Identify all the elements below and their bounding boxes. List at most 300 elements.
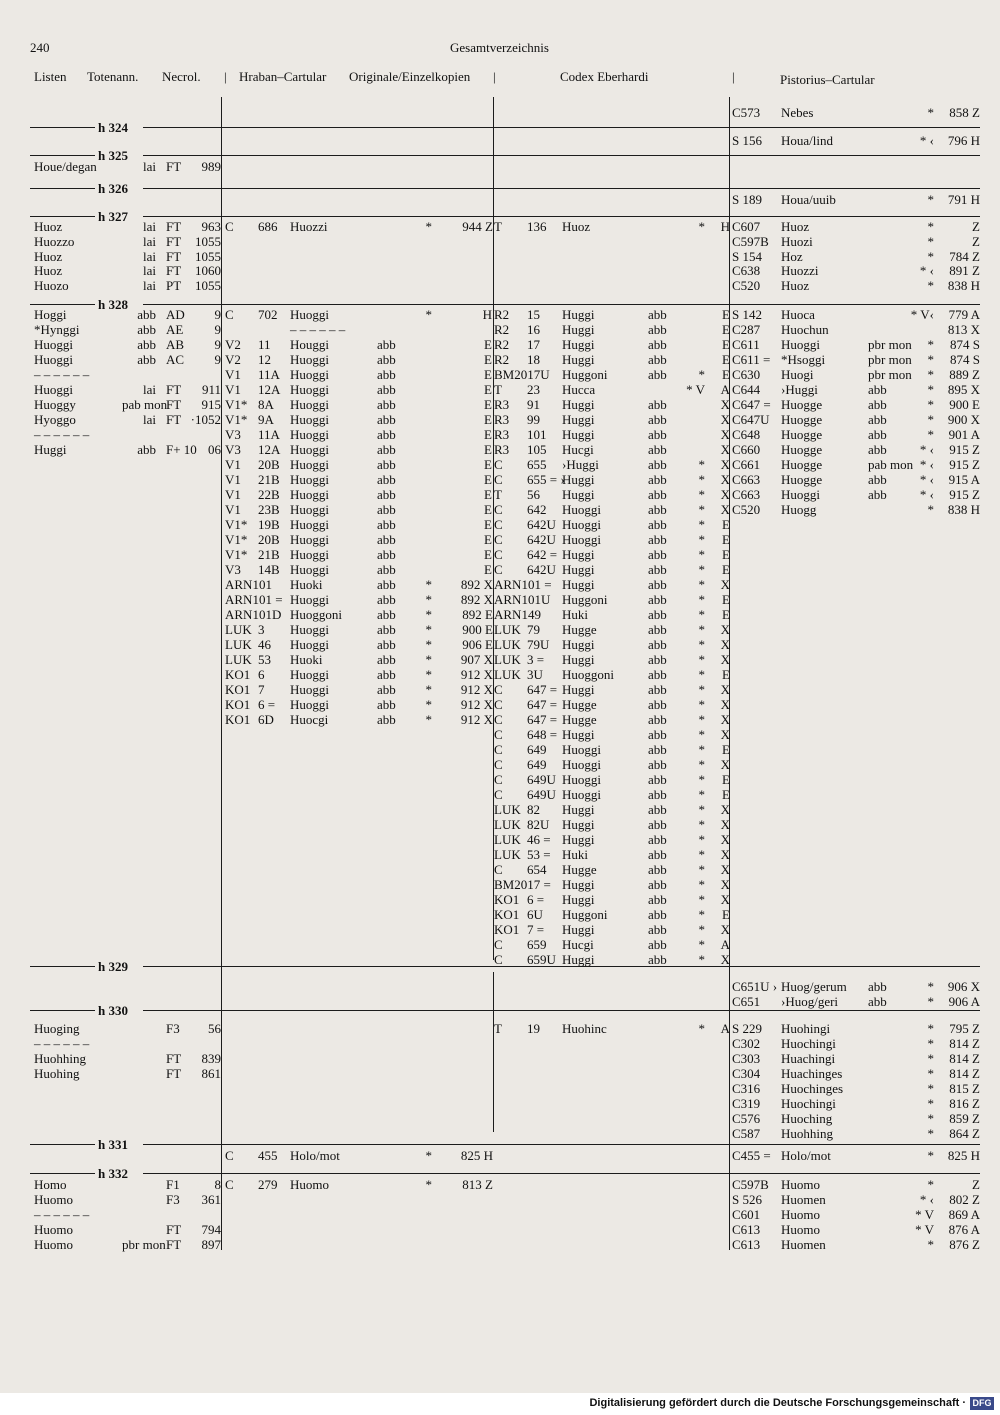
- cell-l-num: 911: [201, 382, 221, 397]
- cell-h-name: Huoggi: [290, 427, 329, 442]
- cell-h-st2: abb: [377, 532, 396, 547]
- cell-c-ref: C: [494, 862, 503, 877]
- cell-c-fl: X: [720, 877, 730, 892]
- cell-l-nec: FT: [166, 219, 182, 234]
- cell-c-st2: abb: [648, 742, 667, 757]
- cell-h-ref: LUK: [225, 622, 252, 637]
- cell-c-ref: C: [494, 457, 503, 472]
- cell-c-name: Huggi: [562, 952, 595, 967]
- cell-l-num: 9: [214, 322, 221, 337]
- cell-l-nec: AE: [166, 322, 184, 337]
- horizontal-rule: [143, 1144, 980, 1145]
- cell-c-name: Huoggi: [562, 772, 601, 787]
- cell-p-name: Huogge: [781, 427, 823, 442]
- cell-c-name: Huggi: [562, 427, 595, 442]
- cell-l-nec: AB: [166, 337, 185, 352]
- cell-c-ref: C: [494, 742, 503, 757]
- cell-h-name: Huoggi: [290, 547, 329, 562]
- cell-p-name: Huohingi: [781, 1021, 831, 1036]
- cell-c-no: 99: [527, 412, 540, 427]
- cell-p-name: Holo/mot: [781, 1148, 831, 1163]
- cell-h-name: Huoggi: [290, 397, 329, 412]
- cell-c-fl: H: [720, 219, 730, 234]
- cell-p-date: 814 Z: [949, 1036, 980, 1051]
- cell-c-name: Huggoni: [562, 907, 608, 922]
- horizontal-rule: [30, 1173, 95, 1174]
- cell-h-ref: V1*: [225, 532, 248, 547]
- cell-c-no: 136: [527, 219, 547, 234]
- cell-l-nec: FT: [166, 1237, 182, 1252]
- horizontal-rule: [30, 216, 95, 217]
- cell-p-ref: C576: [732, 1111, 761, 1126]
- cell-l-name: Huoz: [34, 263, 63, 278]
- horizontal-rule: [143, 216, 980, 217]
- cell-c-no: 105: [527, 442, 547, 457]
- cell-h-date: 825 H: [460, 1148, 493, 1163]
- cell-p-ref: C644: [732, 382, 761, 397]
- cell-p-date: 895 X: [947, 382, 980, 397]
- cell-c-st2: abb: [648, 727, 667, 742]
- cell-p-ref: C648: [732, 427, 761, 442]
- cell-c-st2: abb: [648, 817, 667, 832]
- cell-p-ref: C573: [732, 105, 761, 120]
- cell-p-st: *: [927, 1036, 934, 1051]
- cell-p-name: Huozzi: [781, 263, 819, 278]
- cell-h-st2: abb: [377, 427, 396, 442]
- cell-c-no: 3 =: [527, 652, 545, 667]
- cell-l-num: 915: [201, 397, 221, 412]
- cell-h-ref: KO1: [225, 697, 251, 712]
- cell-p-name: Huoz: [781, 278, 810, 293]
- cell-p-ref: C660: [732, 442, 761, 457]
- cell-l-num: 963: [201, 219, 221, 234]
- cell-c-st2: abb: [648, 877, 667, 892]
- cell-h-no: 279: [258, 1177, 278, 1192]
- cell-c-ref: C: [494, 727, 503, 742]
- cell-c-name: Huggi: [562, 352, 595, 367]
- cell-c-fl0: E: [484, 532, 492, 547]
- cell-l-name: Huoggi: [34, 382, 73, 397]
- cell-h-no: 702: [258, 307, 278, 322]
- page-title: Gesamtverzeichnis: [450, 40, 549, 55]
- section-label: h 330: [98, 1003, 128, 1018]
- cell-l-num: 861: [201, 1066, 221, 1081]
- cell-c-st2: abb: [648, 652, 667, 667]
- cell-c-st: *: [698, 547, 705, 562]
- cell-h-name: Huoggi: [290, 592, 329, 607]
- cell-c-ref: C: [494, 472, 503, 487]
- cell-c-no: 79: [527, 622, 540, 637]
- cell-p-date: 815 Z: [949, 1081, 980, 1096]
- cell-p-date: 900 X: [947, 412, 980, 427]
- vertical-rule: [493, 972, 494, 1132]
- cell-c-name: Huggi: [562, 652, 595, 667]
- cell-c-ref: BM2017U: [494, 367, 550, 382]
- cell-c-st2: abb: [648, 862, 667, 877]
- cell-h-st2: abb: [377, 337, 396, 352]
- cell-c-fl0: E: [484, 352, 492, 367]
- cell-c-st2: abb: [648, 352, 667, 367]
- cell-c-no: 648 =: [527, 727, 558, 742]
- cell-h-no: 3: [258, 622, 265, 637]
- cell-c-fl: E: [722, 367, 730, 382]
- header-separator: |: [732, 69, 735, 84]
- cell-c-fl: X: [720, 472, 730, 487]
- cell-h-date: 892 E: [462, 607, 493, 622]
- cell-c-st2: abb: [648, 607, 667, 622]
- cell-c-fl: X: [720, 682, 730, 697]
- cell-p-name: Houa/lind: [781, 133, 833, 148]
- cell-h-st2: abb: [377, 472, 396, 487]
- cell-p-st: * ‹: [919, 263, 934, 278]
- cell-h-no: 686: [258, 219, 278, 234]
- cell-c-fl: E: [722, 337, 730, 352]
- cell-c-fl: X: [720, 712, 730, 727]
- cell-h-name: Huoggi: [290, 382, 329, 397]
- cell-c-st: *: [698, 877, 705, 892]
- cell-h-name: Huoggi: [290, 532, 329, 547]
- cell-p-st: *: [927, 994, 934, 1009]
- cell-p-ref: C601: [732, 1207, 761, 1222]
- cell-c-st: *: [698, 712, 705, 727]
- cell-l-num: 839: [201, 1051, 221, 1066]
- cell-h-st2: abb: [377, 457, 396, 472]
- cell-p-name: Hoz: [781, 249, 803, 264]
- cell-c-fl0: E: [484, 412, 492, 427]
- header-separator: |: [224, 69, 227, 84]
- cell-c-fl0: E: [484, 382, 492, 397]
- cell-c-st: *: [698, 562, 705, 577]
- cell-c-ref: LUK: [494, 847, 521, 862]
- cell-p-date: 874 S: [950, 352, 980, 367]
- cell-c-st: *: [698, 652, 705, 667]
- cell-l-name: Huoggi: [34, 337, 73, 352]
- cell-c-fl: X: [720, 397, 730, 412]
- cell-p-st2: abb: [868, 397, 887, 412]
- cell-p-st2: abb: [868, 412, 887, 427]
- cell-c-fl: E: [722, 742, 730, 757]
- cell-p-date: 859 Z: [949, 1111, 980, 1126]
- cell-h-ref: V3: [225, 562, 241, 577]
- cell-c-no: 642U: [527, 562, 556, 577]
- cell-l-name: Huozzo: [34, 234, 75, 249]
- cell-p-st: * V‹: [910, 307, 934, 322]
- horizontal-rule: [30, 966, 95, 967]
- cell-p-st: * ‹: [919, 133, 934, 148]
- cell-c-st: *: [698, 532, 705, 547]
- cell-p-st: *: [927, 412, 934, 427]
- cell-p-ref: C647 =: [732, 397, 771, 412]
- cell-h-no: 455: [258, 1148, 278, 1163]
- cell-c-no: 647 =: [527, 682, 558, 697]
- cell-c-no: 7 =: [527, 922, 545, 937]
- cell-l-name: Huggi: [34, 442, 67, 457]
- cell-h-name: Holo/mot: [290, 1148, 340, 1163]
- cell-c-ref: T: [494, 219, 502, 234]
- cell-c-fl: X: [720, 922, 730, 937]
- cell-c-ref: LUK: [494, 802, 521, 817]
- cell-p-date: 915 Z: [949, 457, 980, 472]
- cell-c-st: *: [698, 487, 705, 502]
- cell-p-name: Huachingi: [781, 1051, 836, 1066]
- horizontal-rule: [30, 127, 95, 128]
- cell-p-date: 795 Z: [949, 1021, 980, 1036]
- cell-l-name: – – – – – –: [34, 367, 90, 382]
- cell-h-no: 23B: [258, 502, 280, 517]
- cell-c-ref: R3: [494, 397, 510, 412]
- cell-c-fl: E: [722, 307, 730, 322]
- cell-p-ref: C303: [732, 1051, 761, 1066]
- cell-c-ref: C: [494, 532, 503, 547]
- cell-c-fl: X: [720, 412, 730, 427]
- cell-l-num: ·1052: [190, 412, 221, 427]
- cell-p-date: 915 Z: [949, 487, 980, 502]
- cell-l-num: 8: [214, 1177, 221, 1192]
- cell-p-name: Huochun: [781, 322, 829, 337]
- cell-c-ref: R3: [494, 442, 510, 457]
- cell-c-name: Huggi: [562, 682, 595, 697]
- cell-c-fl: X: [720, 622, 730, 637]
- cell-h-name: Huoggi: [290, 517, 329, 532]
- cell-h-name: Huoggi: [290, 487, 329, 502]
- cell-c-fl: E: [722, 517, 730, 532]
- cell-c-no: 6U: [527, 907, 543, 922]
- cell-c-st2: abb: [648, 412, 667, 427]
- cell-p-ref: C651U ›: [732, 979, 778, 994]
- cell-c-ref: LUK: [494, 622, 521, 637]
- section-label: h 324: [98, 120, 128, 135]
- cell-c-name: Huoggi: [562, 757, 601, 772]
- cell-p-date: 915 Z: [949, 442, 980, 457]
- cell-h-st: *: [425, 219, 432, 234]
- cell-c-ref: LUK: [494, 832, 521, 847]
- cell-p-name: Nebes: [781, 105, 814, 120]
- cell-h-no: 9A: [258, 412, 274, 427]
- cell-h-ref: V1: [225, 382, 241, 397]
- cell-p-ref: C302: [732, 1036, 761, 1051]
- horizontal-rule: [30, 188, 95, 189]
- cell-c-st: *: [698, 697, 705, 712]
- cell-p-st: *: [927, 1111, 934, 1126]
- cell-l-name: Huoz: [34, 249, 63, 264]
- cell-p-ref: C663: [732, 472, 761, 487]
- cell-p-name: Huogge: [781, 457, 823, 472]
- cell-h-st2: abb: [377, 367, 396, 382]
- cell-p-date: 813 X: [947, 322, 980, 337]
- cell-p-st: *: [927, 1237, 934, 1252]
- cell-h-ref: KO1: [225, 712, 251, 727]
- cell-c-fl: X: [720, 652, 730, 667]
- cell-c-name: Huki: [562, 847, 588, 862]
- cell-c-no: 649: [527, 742, 547, 757]
- cell-c-no: 56: [527, 487, 540, 502]
- cell-h-ref: LUK: [225, 652, 252, 667]
- cell-p-st2: abb: [868, 994, 887, 1009]
- cell-c-fl0: E: [484, 337, 492, 352]
- cell-p-st: *: [927, 1177, 934, 1192]
- cell-c-st: *: [698, 517, 705, 532]
- cell-h-st2: abb: [377, 667, 396, 682]
- cell-l-st: pab mon: [122, 397, 168, 412]
- cell-l-st: lai: [143, 249, 156, 264]
- cell-p-st2: abb: [868, 427, 887, 442]
- cell-h-date: 912 X: [460, 667, 493, 682]
- cell-h-no: 11A: [258, 367, 280, 382]
- cell-l-num: 989: [201, 159, 221, 174]
- cell-l-num: 1055: [195, 278, 221, 293]
- cell-p-ref: C651: [732, 994, 761, 1009]
- cell-h-name: Huoggi: [290, 442, 329, 457]
- cell-h-ref: V3: [225, 442, 241, 457]
- cell-c-fl: X: [720, 457, 730, 472]
- dfg-logo: DFG: [970, 1397, 994, 1410]
- cell-c-st2: abb: [648, 457, 667, 472]
- cell-p-st: * V: [915, 1222, 934, 1237]
- cell-p-name: Huogge: [781, 412, 823, 427]
- cell-c-fl: E: [722, 352, 730, 367]
- cell-p-date: 891 Z: [949, 263, 980, 278]
- cell-h-st: *: [425, 1148, 432, 1163]
- cell-c-st: *: [698, 607, 705, 622]
- cell-h-st2: abb: [377, 622, 396, 637]
- cell-c-st: *: [698, 772, 705, 787]
- cell-c-st: *: [698, 592, 705, 607]
- cell-c-name: Huggi: [562, 922, 595, 937]
- cell-c-st: *: [698, 367, 705, 382]
- cell-c-name: Huggi: [562, 547, 595, 562]
- cell-c-st: *: [698, 682, 705, 697]
- cell-c-fl0: E: [484, 442, 492, 457]
- cell-l-name: Huohing: [34, 1066, 80, 1081]
- cell-c-st: *: [698, 907, 705, 922]
- cell-l-st: lai: [143, 263, 156, 278]
- cell-c-no: 642 =: [527, 547, 558, 562]
- cell-c-fl: X: [720, 892, 730, 907]
- cell-l-st: lai: [143, 278, 156, 293]
- cell-p-date: 915 A: [948, 472, 980, 487]
- cell-c-no: 647 =: [527, 697, 558, 712]
- cell-c-ref: LUK: [494, 637, 521, 652]
- cell-c-st: *: [698, 472, 705, 487]
- cell-c-ref: BM2017 =: [494, 877, 551, 892]
- cell-l-nec: FT: [166, 397, 182, 412]
- cell-c-st: *: [698, 862, 705, 877]
- cell-h-st2: abb: [377, 592, 396, 607]
- cell-c-no: 655: [527, 457, 547, 472]
- cell-l-name: Huoging: [34, 1021, 80, 1036]
- cell-h-no: 19B: [258, 517, 280, 532]
- header-pistorius-cartular: Pistorius–Cartular: [780, 72, 875, 87]
- cell-c-name: Huggi: [562, 412, 595, 427]
- cell-c-fl0: E: [484, 367, 492, 382]
- cell-p-ref: S 156: [732, 133, 762, 148]
- cell-p-st: *: [927, 337, 934, 352]
- cell-c-fl: X: [720, 757, 730, 772]
- cell-l-num: 897: [201, 1237, 221, 1252]
- cell-h-ref: C: [225, 307, 234, 322]
- cell-c-fl: X: [720, 862, 730, 877]
- cell-p-st: *: [927, 427, 934, 442]
- cell-c-fl0: E: [484, 427, 492, 442]
- cell-c-ref: R2: [494, 337, 510, 352]
- cell-p-st: * ‹: [919, 472, 934, 487]
- cell-c-fl: E: [722, 667, 730, 682]
- cell-c-ref: KO1: [494, 907, 520, 922]
- cell-h-st: *: [425, 697, 432, 712]
- cell-p-date: 814 Z: [949, 1051, 980, 1066]
- cell-l-name: Huohhing: [34, 1051, 86, 1066]
- cell-p-date: Z: [972, 1177, 980, 1192]
- cell-p-st: *: [927, 1148, 934, 1163]
- cell-l-nec: FT: [166, 249, 182, 264]
- cell-c-ref: R3: [494, 412, 510, 427]
- cell-c-name: Huggi: [562, 802, 595, 817]
- cell-p-name: Huogge: [781, 472, 823, 487]
- cell-c-fl: X: [720, 442, 730, 457]
- cell-c-fl: A: [720, 937, 730, 952]
- cell-c-ref: ARN149: [494, 607, 541, 622]
- section-label: h 326: [98, 181, 128, 196]
- cell-h-st: *: [425, 1177, 432, 1192]
- cell-l-name: – – – – – –: [34, 427, 90, 442]
- cell-h-ref: KO1: [225, 682, 251, 697]
- cell-c-st2: abb: [648, 922, 667, 937]
- cell-p-st: *: [927, 1021, 934, 1036]
- cell-c-no: 6 =: [527, 892, 545, 907]
- cell-c-fl: X: [720, 487, 730, 502]
- cell-c-no: 649U: [527, 772, 556, 787]
- cell-p-st2: pbr mon: [868, 352, 912, 367]
- cell-c-no: 19: [527, 1021, 540, 1036]
- cell-p-ref: C663: [732, 487, 761, 502]
- vertical-rule: [221, 97, 222, 1250]
- cell-c-no: 91: [527, 397, 540, 412]
- cell-c-no: 642: [527, 502, 547, 517]
- cell-p-st: *: [927, 278, 934, 293]
- cell-c-st2: abb: [648, 802, 667, 817]
- cell-c-no: 79U: [527, 637, 550, 652]
- cell-c-ref: C: [494, 772, 503, 787]
- cell-c-ref: LUK: [494, 652, 521, 667]
- cell-p-date: 825 H: [947, 1148, 980, 1163]
- horizontal-rule: [30, 1010, 95, 1011]
- section-label: h 329: [98, 959, 128, 974]
- cell-p-date: 876 Z: [949, 1237, 980, 1252]
- cell-p-name: Huochingi: [781, 1036, 836, 1051]
- horizontal-rule: [30, 155, 95, 156]
- cell-p-date: 814 Z: [949, 1066, 980, 1081]
- cell-h-no: 6D: [258, 712, 274, 727]
- cell-c-ref: C: [494, 697, 503, 712]
- cell-h-name: Huoggi: [290, 412, 329, 427]
- cell-h-st2: abb: [377, 577, 396, 592]
- cell-h-name: Huoggi: [290, 457, 329, 472]
- cell-c-st: *: [698, 757, 705, 772]
- cell-h-no: 6: [258, 667, 265, 682]
- cell-p-name: Huochinges: [781, 1081, 844, 1096]
- cell-h-st2: abb: [377, 697, 396, 712]
- cell-h-date: 912 X: [460, 697, 493, 712]
- cell-p-name: Huoz: [781, 219, 810, 234]
- cell-h-name: Huoki: [290, 652, 323, 667]
- cell-c-st: *: [698, 817, 705, 832]
- cell-c-no: 18: [527, 352, 540, 367]
- cell-h-no: 11: [258, 337, 271, 352]
- cell-p-name: Huomo: [781, 1222, 820, 1237]
- cell-c-ref: T: [494, 382, 502, 397]
- cell-h-date: 900 E: [462, 622, 493, 637]
- cell-p-date: 901 A: [948, 427, 980, 442]
